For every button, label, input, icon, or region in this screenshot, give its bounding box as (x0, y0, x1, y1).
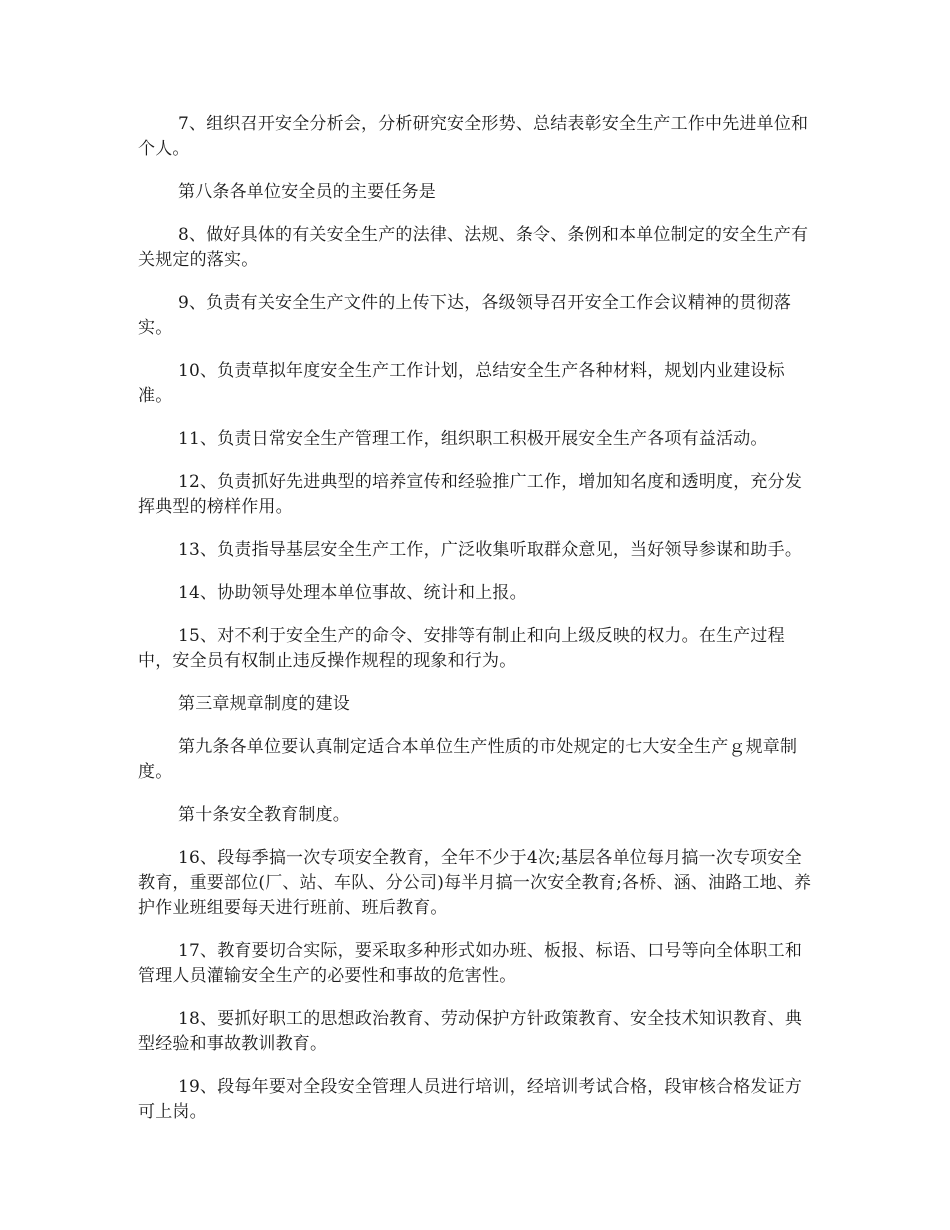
article-9-paragraph: 第九条各单位要认真制定适合本单位生产性质的市处规定的七大安全生产ｇ规章制度。 (138, 737, 798, 782)
article-10-heading: 第十条安全教育制度。 (178, 805, 350, 825)
paragraph-item-16: 16、段每季搞一次专项安全教育，全年不少于4次;基层各单位每月搞一次专项安全教育，重要部位(厂、站、车队、分公司)每半月搞一次安全教育;各桥、涵、油路工地、养护作业班组要每天进行班前、班后教育。 (138, 848, 812, 918)
article-8-heading: 第八条各单位安全员的主要任务是 (178, 182, 436, 202)
document-body (138, 112, 818, 1143)
paragraph-item-13: 13、负责指导基层安全生产工作，广泛收集听取群众意见，当好领导参谋和助手。 (178, 540, 803, 560)
paragraph-item-14: 14、协助领导处理本单位事故、统计和上报。 (178, 583, 527, 603)
chapter-3-heading: 第三章规章制度的建设 (178, 694, 350, 714)
paragraph-item-18: 18、要抓好职工的思想政治教育、劳动保护方针政策教育、安全技术知识教育、典型经验和事故教训教育。 (138, 1009, 803, 1054)
paragraph-item-9: 9、负责有关安全生产文件的上传下达，各级领导召开安全工作会议精神的贯彻落实。 (138, 293, 792, 338)
paragraph-item-19: 19、段每年要对全段安全管理人员进行培训，经培训考试合格，段审核合格发证方可上岗。 (138, 1077, 803, 1122)
paragraph-item-8: 8、做好具体的有关安全生产的法律、法规、条令、条例和本单位制定的安全生产有关规定的落实。 (138, 225, 809, 270)
paragraph-item-17: 17、教育要切合实际，要采取多种形式如办班、板报、标语、口号等向全体职工和管理人员灌输安全生产的必要性和事故的危害性。 (138, 941, 803, 986)
paragraph-item-11: 11、负责日常安全生产管理工作，组织职工积极开展安全生产各项有益活动。 (178, 429, 768, 449)
paragraph-item-10: 10、负责草拟年度安全生产工作计划，总结安全生产各种材料，规划内业建设标准。 (138, 361, 785, 406)
paragraph-item-12: 12、负责抓好先进典型的培养宣传和经验推广工作，增加知名度和透明度，充分发挥典型的榜样作用。 (138, 472, 803, 517)
paragraph-item-15: 15、对不利于安全生产的命令、安排等有制止和向上级反映的权力。在生产过程中，安全员有权制止违反操作规程的现象和行为。 (138, 626, 785, 671)
paragraph-item-7: 7、组织召开安全分析会，分析研究安全形势、总结表彰安全生产工作中先进单位和个人。 (138, 114, 809, 159)
